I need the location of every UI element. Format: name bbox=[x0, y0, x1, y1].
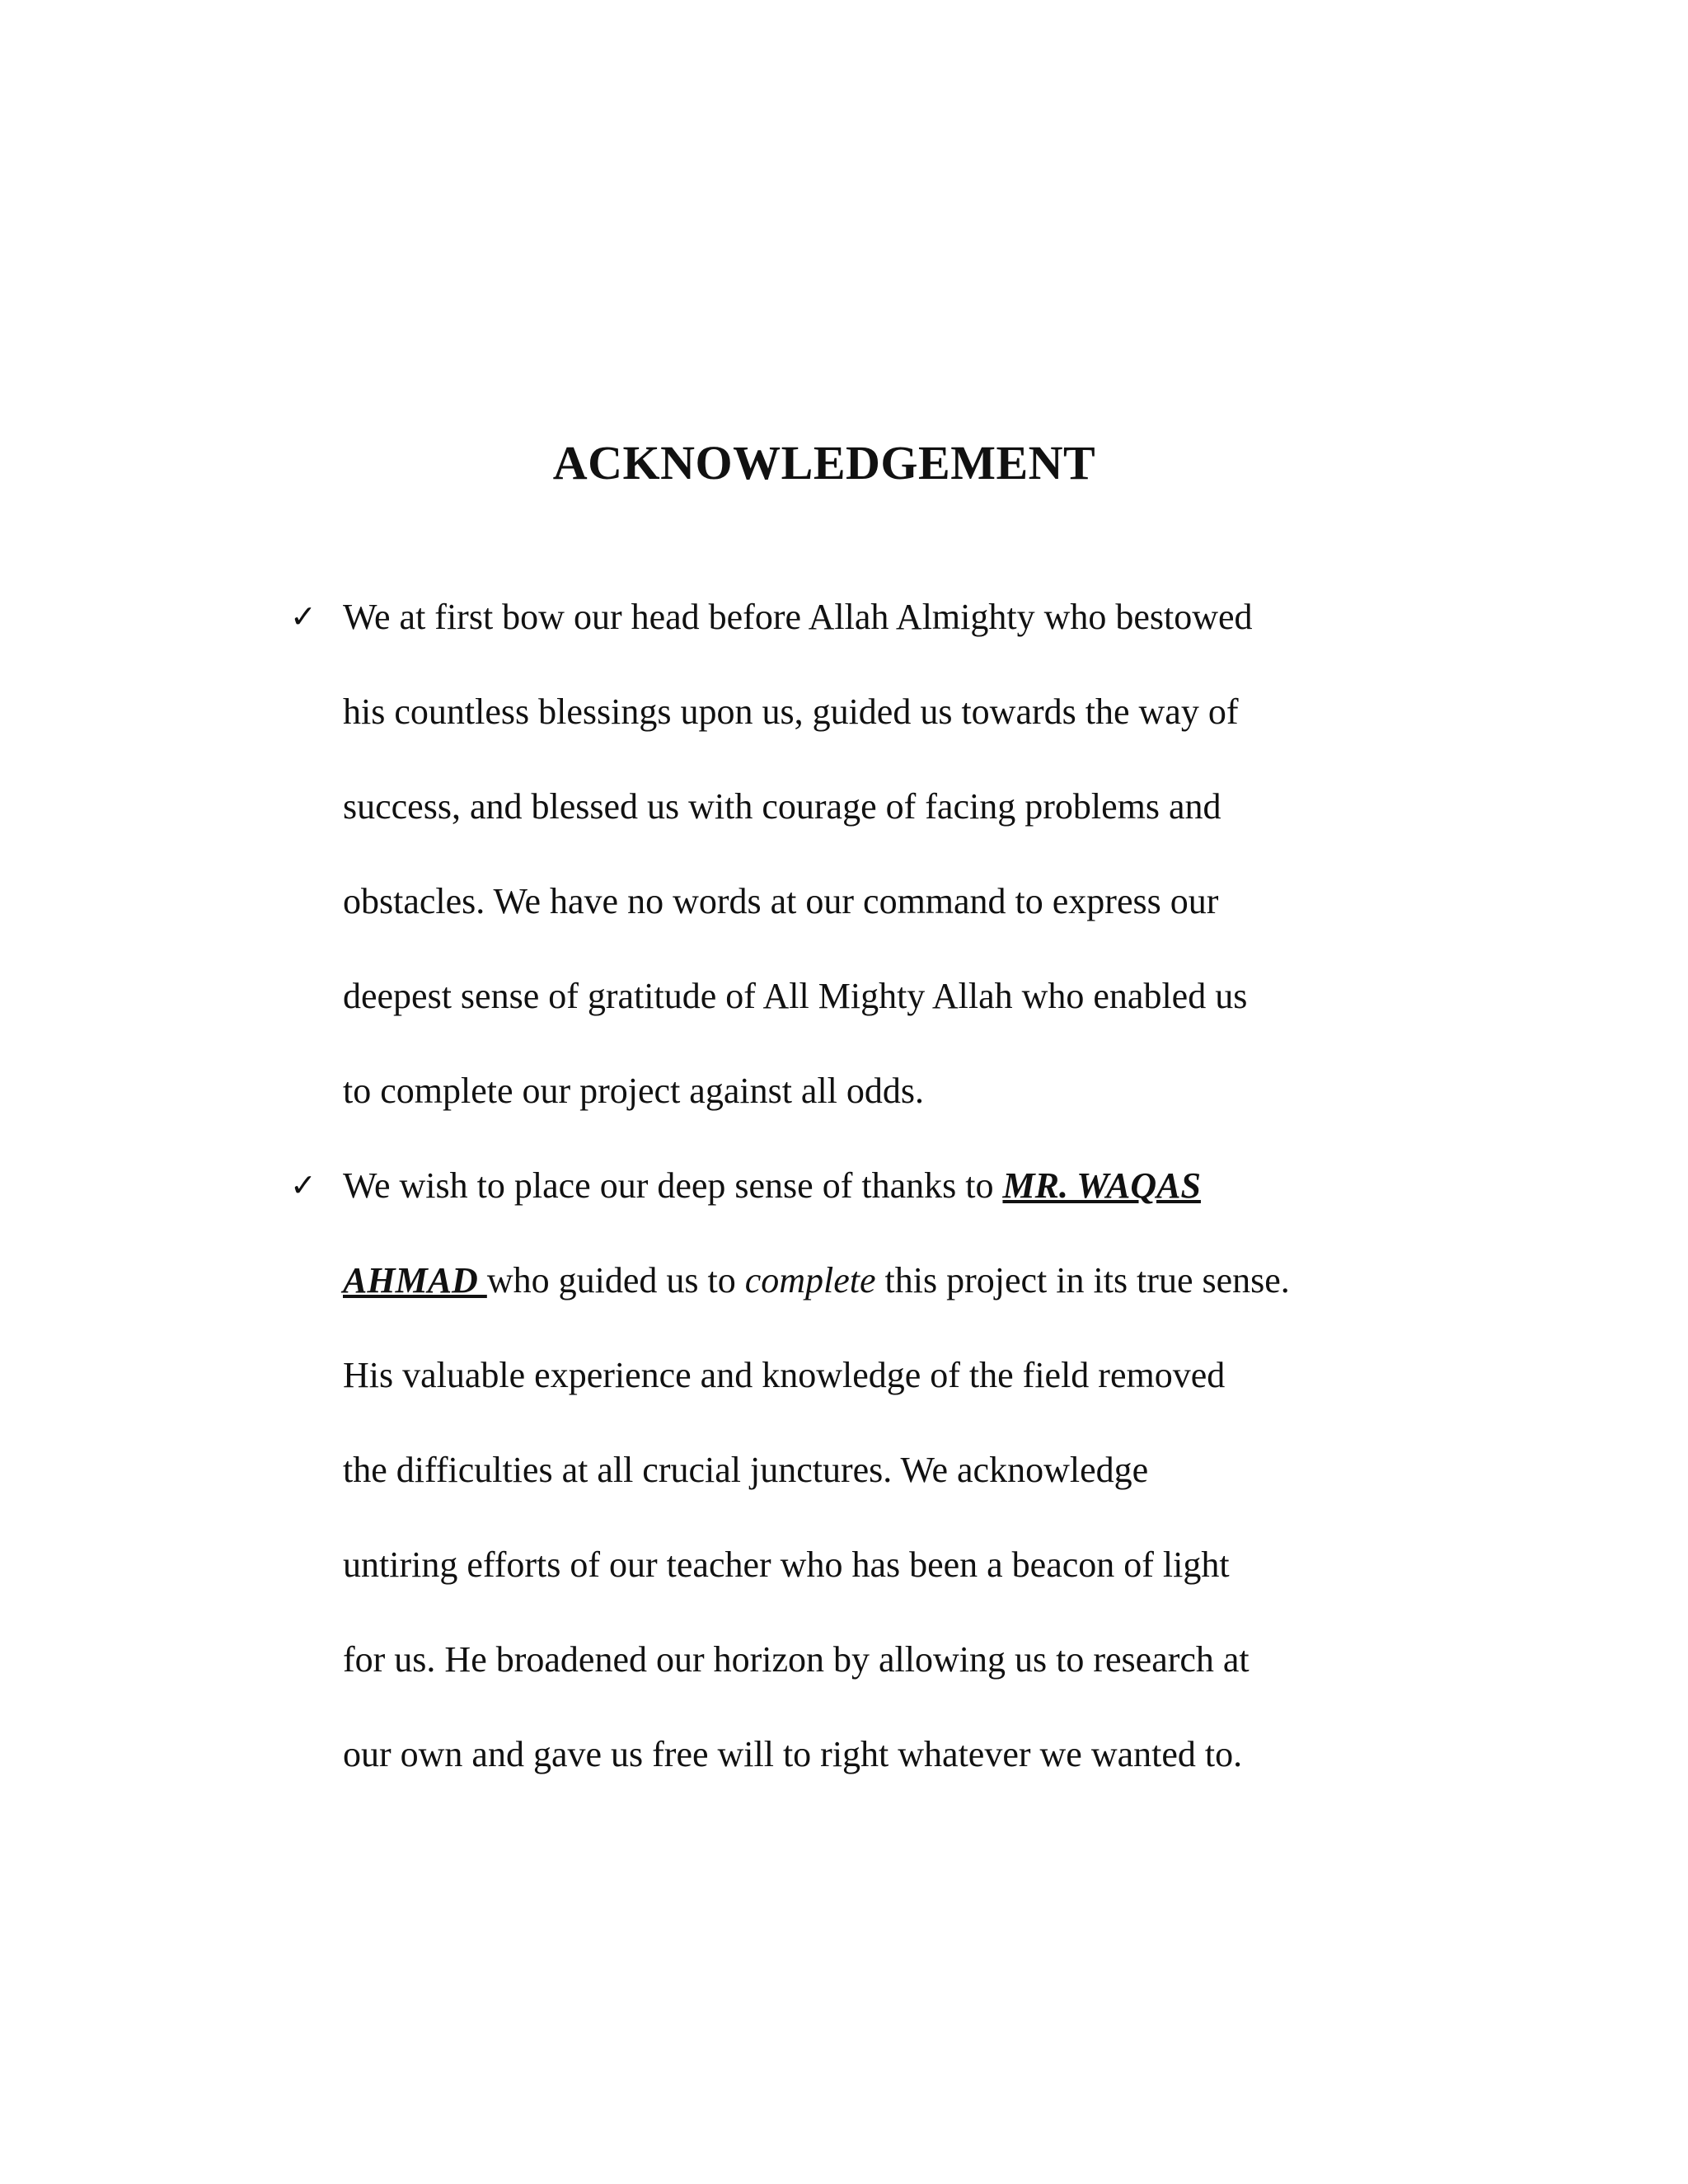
inline-text: We wish to place our deep sense of thanks to bbox=[343, 1165, 1003, 1206]
text-line: success, and blessed us with courage of facing problems and bbox=[343, 786, 1221, 827]
acknowledgement-list bbox=[290, 569, 1444, 1802]
emphasis-text: complete bbox=[744, 1260, 876, 1301]
text-line: We at first bow our head before Allah Almighty who bestowed bbox=[343, 597, 1253, 637]
text-line: his countless blessings upon us, guided us towards the way of bbox=[343, 691, 1239, 732]
text-line bbox=[343, 1233, 1444, 1328]
checkmark-icon: ✓ bbox=[290, 598, 316, 635]
text-line: obstacles. We have no words at our command to express our bbox=[343, 881, 1219, 921]
teacher-name: MR. WAQAS bbox=[1002, 1165, 1201, 1206]
checkmark-icon: ✓ bbox=[290, 1167, 316, 1203]
text-line bbox=[343, 1138, 1444, 1233]
text-line: our own and gave us free will to right whatever we wanted to. bbox=[343, 1734, 1243, 1774]
inline-text: who guided us to bbox=[486, 1260, 745, 1301]
text-line: deepest sense of gratitude of All Mighty Allah who enabled us bbox=[343, 976, 1248, 1016]
text-line: to complete our project against all odds. bbox=[343, 1071, 925, 1111]
list-item bbox=[290, 569, 1444, 1138]
text-line: for us. He broadened our horizon by allowing us to research at bbox=[343, 1639, 1250, 1680]
page-title: ACKNOWLEDGEMENT bbox=[552, 436, 1096, 490]
list-item bbox=[290, 1138, 1444, 1802]
text-line: the difficulties at all crucial junctures. We acknowledge bbox=[343, 1450, 1149, 1490]
text-line: untiring efforts of our teacher who has been a beacon of light bbox=[343, 1544, 1230, 1585]
teacher-name: AHMAD bbox=[343, 1260, 487, 1301]
inline-text: this project in its true sense. bbox=[875, 1260, 1290, 1301]
text-line: His valuable experience and knowledge of the field removed bbox=[343, 1355, 1226, 1395]
